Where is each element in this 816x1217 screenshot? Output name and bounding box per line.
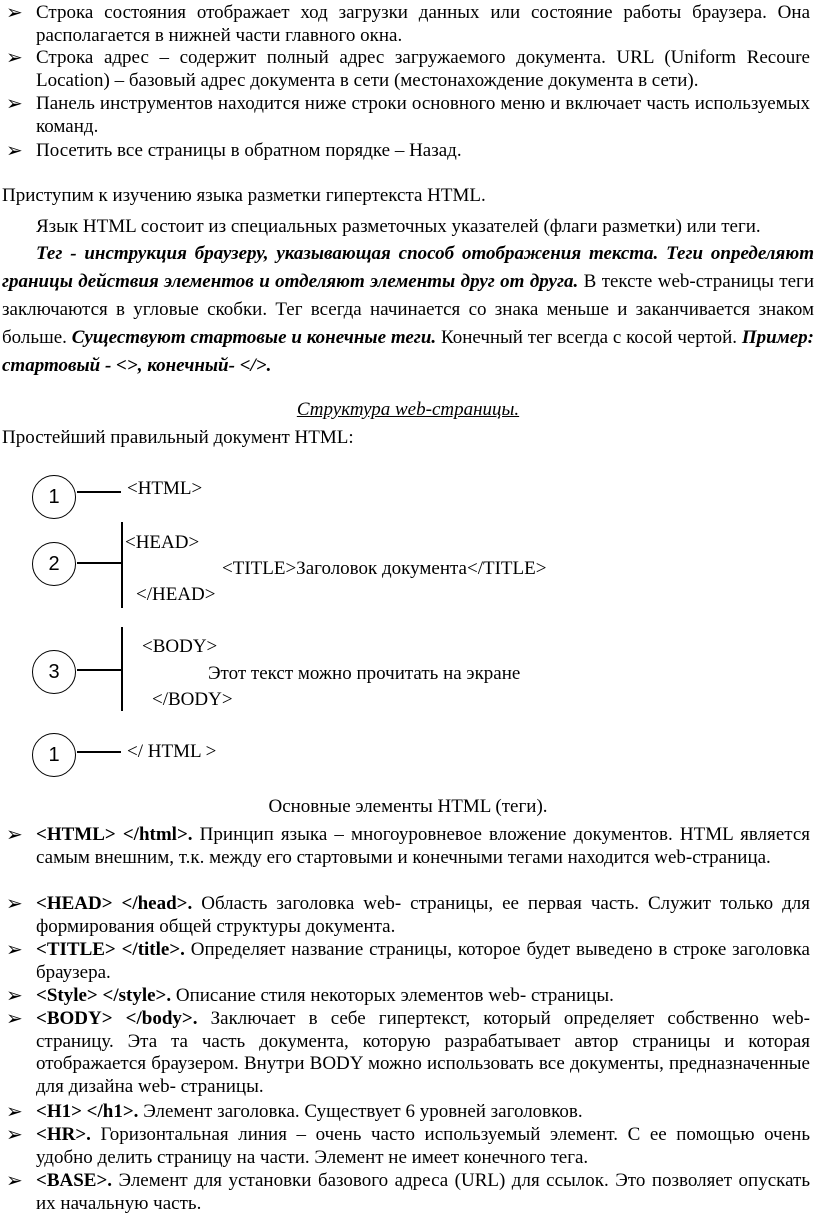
body-close-tag: </BODY> <box>152 689 233 710</box>
connector-line <box>77 562 122 564</box>
element-tag: <HTML> </html>. <box>36 824 193 845</box>
element-tag: <HR>. <box>36 1124 91 1145</box>
element-text: Описание стиля некоторых элементов web- страницы. <box>171 985 614 1006</box>
level-marker: 1 <box>32 733 76 777</box>
element-description <box>36 1170 810 1215</box>
structure-title: Структура web-страницы. <box>296 399 520 420</box>
bullet-text: Строка адрес – содержит полный адрес загружаемого документа. URL (Uniform Recoure Location) – базовый адрес документа в сети (местонахождение документа в сети). <box>36 47 810 91</box>
tag-types-bold: Существуют стартовые и конечные теги. <box>71 327 437 348</box>
arrow-bullet-icon: ➢ <box>6 939 23 961</box>
head-open-tag: <HEAD> <box>125 532 200 553</box>
connector-line <box>77 751 121 753</box>
arrow-bullet-icon: ➢ <box>6 47 23 69</box>
element-text: Элемент заголовка. Существует 6 уровней заголовков. <box>138 1101 583 1122</box>
element-description <box>36 1124 810 1169</box>
arrow-bullet-icon: ➢ <box>6 140 23 162</box>
element-text: Принцип языка – многоуровневое вложение документов. HTML является самым внешним, т.к. между его стартовыми и конечными тегами находится web-страница. <box>36 824 811 868</box>
head-close-tag: </HEAD> <box>136 584 216 605</box>
arrow-bullet-icon: ➢ <box>6 1170 23 1192</box>
arrow-bullet-icon: ➢ <box>6 893 23 915</box>
element-tag: <BASE>. <box>36 1170 113 1191</box>
element-tag: <Style> </style>. <box>36 985 172 1006</box>
tag-closing-text: Конечный тег всегда с косой чертой. <box>436 327 742 348</box>
level-marker: 2 <box>32 542 76 586</box>
element-description <box>36 985 810 1008</box>
arrow-bullet-icon: ➢ <box>6 1124 23 1146</box>
body-text: Этот текст можно прочитать на экране <box>208 663 521 684</box>
arrow-bullet-icon: ➢ <box>6 2 23 24</box>
connector-line <box>77 491 121 493</box>
element-description <box>36 893 810 938</box>
element-text: Область заголовка web- страницы, ее первая часть. Служит только для формирования общей структуры документа. <box>36 893 811 937</box>
html-close-tag: </ HTML > <box>127 741 217 762</box>
tag-definition-bold: Тег - инструкция браузеру, указывающая способ отображения текста. Теги определяют границы действия элементов и отделяют элементы друг от друга. <box>2 243 814 292</box>
element-text: Элемент для установки базового адреса (URL) для ссылок. Это позволяет опускать их начальную часть. <box>36 1170 810 1214</box>
structure-lead: Простейший правильный документ HTML: <box>2 427 354 448</box>
element-description <box>36 1101 810 1124</box>
elements-heading: Основные элементы HTML (теги). <box>268 796 548 817</box>
bullet-text: Строка состояния отображает ход загрузки данных или состояние работы браузера. Она располагается в нижней части главного окна. <box>36 2 810 46</box>
tag-definition-text: В тексте web-страницы теги заключаются в угловые скобки. Тег всегда начинается со знака меньше и заканчивается знаком больше. <box>2 271 814 348</box>
element-text: Горизонтальная линия – очень часто используемый элемент. С ее помощью очень удобно делить страницу на части. Элемент не имеет конечного тега. <box>36 1124 810 1168</box>
html-open-tag: <HTML> <box>127 478 203 499</box>
bracket-line <box>121 627 123 711</box>
body-open-tag: <BODY> <box>142 636 218 657</box>
element-tag: <HEAD> </head>. <box>36 893 193 914</box>
arrow-bullet-icon: ➢ <box>6 93 23 115</box>
level-marker: 3 <box>32 650 76 694</box>
bullet-text: Посетить все страницы в обратном порядке – Назад. <box>36 140 462 161</box>
element-description <box>36 824 810 869</box>
bullet-text: Панель инструментов находится ниже строки основного меню и включает часть используемых команд. <box>36 93 810 137</box>
tag-example-bold: Пример: стартовый - <>, конечный- </>. <box>2 327 814 376</box>
tag-definition-paragraph <box>2 240 814 380</box>
element-tag: <TITLE> </title>. <box>36 939 185 960</box>
level-marker: 1 <box>32 475 76 519</box>
element-description <box>36 939 810 984</box>
arrow-bullet-icon: ➢ <box>6 824 23 846</box>
element-text: Определяет название страницы, которое будет выведено в строке заголовка браузера. <box>36 939 810 983</box>
element-text: Заключает в себе гипертекст, который определяет собственно web-страницу. Эта та часть документа, которую разрабатывает автор страницы и которая отображается браузером. Внутри BODY можно использовать все документы, предназначенные для дизайна web- страницы. <box>36 1008 810 1097</box>
arrow-bullet-icon: ➢ <box>6 985 23 1007</box>
element-description <box>36 1008 810 1098</box>
title-tag-line: <TITLE>Заголовок документа</TITLE> <box>222 558 547 579</box>
connector-line <box>77 669 122 671</box>
element-tag: <BODY> </body>. <box>36 1008 198 1029</box>
element-tag: <H1> </h1>. <box>36 1101 139 1122</box>
arrow-bullet-icon: ➢ <box>6 1008 23 1030</box>
intro-paragraph-1: Приступим к изучению языка разметки гипертекста HTML. <box>2 185 486 206</box>
arrow-bullet-icon: ➢ <box>6 1101 23 1123</box>
bracket-line <box>121 522 123 608</box>
intro-paragraph-2: Язык HTML состоит из специальных разметочных указателей (флаги разметки) или теги. <box>36 216 761 237</box>
